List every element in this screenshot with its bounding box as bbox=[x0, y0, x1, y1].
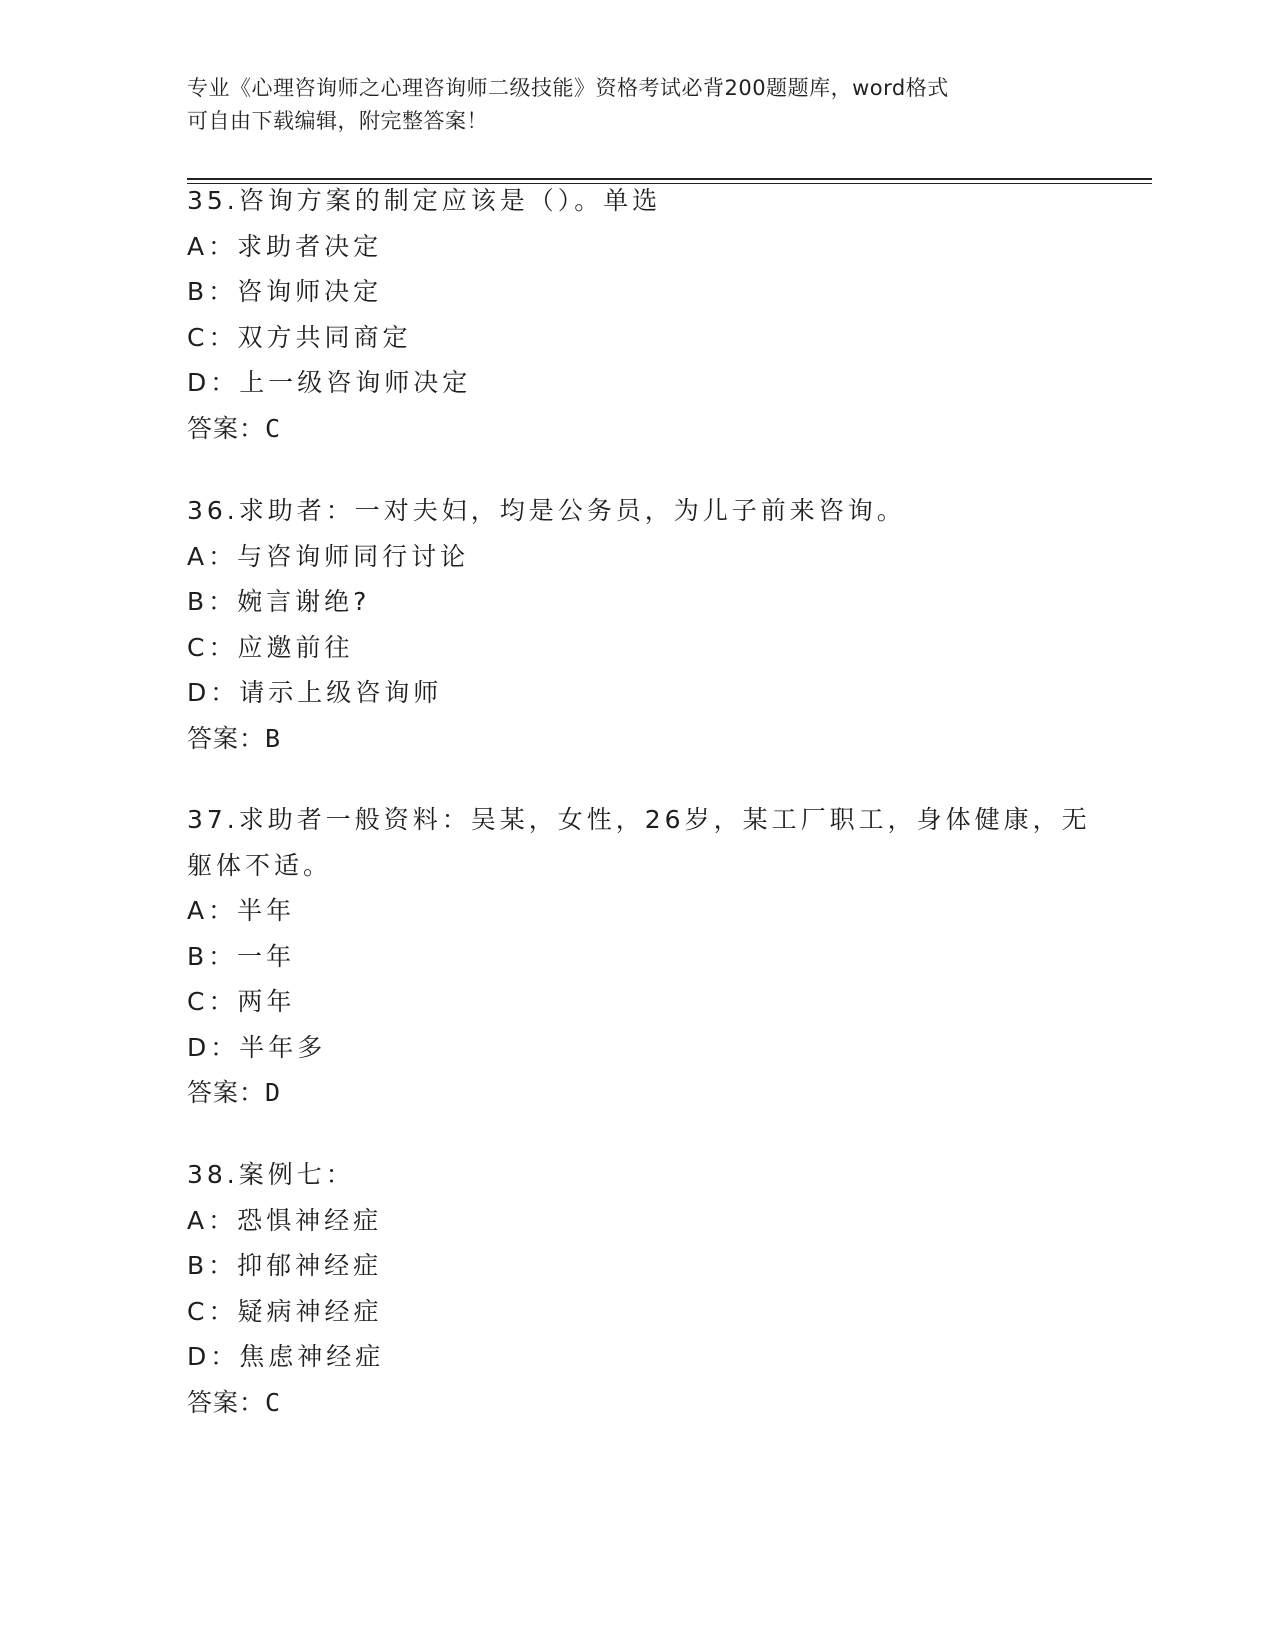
answer-label: 答案： bbox=[187, 1078, 266, 1107]
answer-value: C bbox=[265, 413, 282, 443]
question-stem-line-1: 37.求助者一般资料：吴某，女性，26岁，某工厂职工，身体健康，无 bbox=[187, 805, 1091, 834]
option-c: C：双方共同商定 bbox=[187, 322, 412, 352]
option-b: B：一年 bbox=[187, 941, 296, 971]
question-stem: 36.求助者：一对夫妇，均是公务员，为儿子前来咨询。 bbox=[187, 496, 906, 525]
question-36 bbox=[187, 488, 1087, 761]
option-a: A：恐惧神经症 bbox=[187, 1205, 383, 1235]
document-header bbox=[187, 72, 1087, 138]
answer-line bbox=[187, 1070, 1087, 1116]
question-38 bbox=[187, 1152, 1087, 1425]
option-d: D：上一级咨询师决定 bbox=[187, 368, 472, 397]
option-a: A：与咨询师同行讨论 bbox=[187, 541, 470, 571]
option-b: B：抑郁神经症 bbox=[187, 1251, 383, 1280]
option-d: D：半年多 bbox=[187, 1032, 327, 1062]
answer-label: 答案： bbox=[187, 1387, 266, 1417]
answer-value: C bbox=[265, 1387, 282, 1417]
question-stem: 35.咨询方案的制定应该是（）。单选 bbox=[187, 186, 662, 215]
option-a: A：求助者决定 bbox=[187, 231, 383, 261]
option-c: C：应邀前往 bbox=[187, 632, 354, 662]
answer-label: 答案： bbox=[187, 723, 266, 753]
answer-line bbox=[187, 716, 1087, 762]
question-stem-line-2: 躯体不适。 bbox=[187, 850, 333, 880]
option-d: D：请示上级咨询师 bbox=[187, 678, 443, 707]
question-37 bbox=[187, 797, 1091, 1116]
option-a: A：半年 bbox=[187, 896, 296, 925]
question-stem: 38.案例七： bbox=[187, 1160, 355, 1189]
option-b: B：婉言谢绝? bbox=[187, 587, 371, 616]
answer-label: 答案： bbox=[187, 413, 266, 443]
option-b: B：咨询师决定 bbox=[187, 277, 383, 306]
answer-value: D bbox=[265, 1078, 282, 1107]
answer-line bbox=[187, 406, 1087, 452]
question-35 bbox=[187, 178, 1087, 451]
option-c: C：两年 bbox=[187, 987, 296, 1016]
header-title-line-1: 专业《心理咨询师之心理咨询师二级技能》资格考试必背200题题库，word格式 bbox=[187, 76, 949, 100]
header-title-line-2: 可自由下载编辑，附完整答案！ bbox=[187, 109, 488, 133]
option-c: C：疑病神经症 bbox=[187, 1296, 383, 1326]
option-d: D：焦虑神经症 bbox=[187, 1342, 385, 1371]
answer-line bbox=[187, 1380, 1087, 1426]
answer-value: B bbox=[265, 723, 282, 753]
